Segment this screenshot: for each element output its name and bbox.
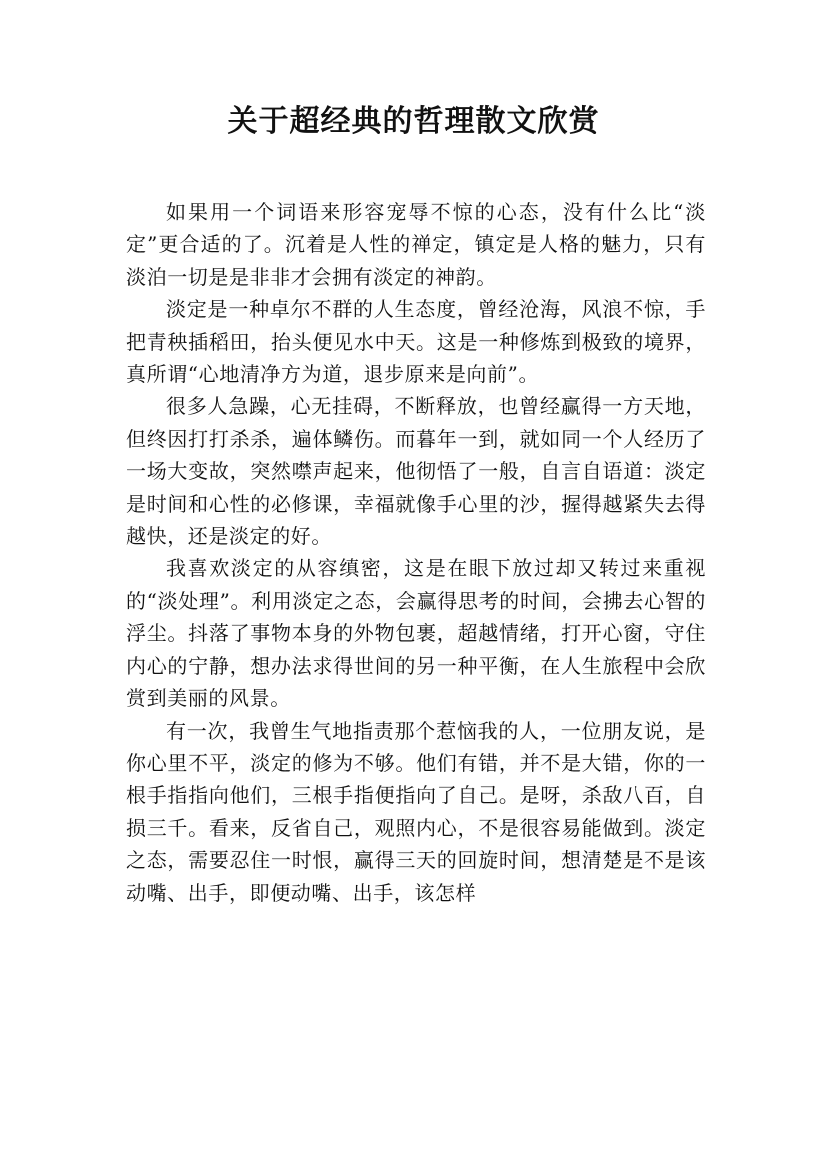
paragraph-3: 很多人急躁，心无挂碍，不断释放，也曾经赢得一方天地，但终因打打杀杀，遍体鳞伤。而暮年一到，就如同一个人经历了一场大变故，突然噤声起来，他彻悟了一般，自言自语道：淡定是时间和心性的必修课，幸福就像手心里的沙，握得越紧失去得越快，还是淡定的好。	[126, 394, 706, 549]
paragraph-4: 我喜欢淡定的从容缜密，这是在眼下放过却又转过来重视的“淡处理”。利用淡定之态，会赢得思考的时间，会拂去心智的浮尘。抖落了事物本身的外物包裹，超越情绪，打开心窗，守住内心的宁静，想办法求得世间的另一种平衡，在人生旅程中会欣赏到美丽的风景。	[126, 556, 706, 711]
paragraph-5: 有一次，我曾生气地指责那个惹恼我的人，一位朋友说，是你心里不平，淡定的修为不够。他们有错，并不是大错，你的一根手指指向他们，三根手指便指向了自己。是呀，杀敌八百，自损三千。看来，反省自己，观照内心，不是很容易能做到。淡定之态，需要忍住一时恨，赢得三天的回旋时间，想清楚是不是该动嘴、出手，即便动嘴、出手，该怎样	[126, 718, 706, 905]
paragraph-2: 淡定是一种卓尔不群的人生态度，曾经沧海，风浪不惊，手把青秧插稻田，抬头便见水中天。这是一种修炼到极致的境界，真所谓“心地清净方为道，退步原来是向前”。	[126, 297, 706, 387]
document-body	[126, 196, 706, 909]
paragraph-1: 如果用一个词语来形容宠辱不惊的心态，没有什么比“淡定”更合适的了。沉着是人性的禅定，镇定是人格的魅力，只有淡泊一切是是非非才会拥有淡定的神韵。	[126, 200, 706, 289]
document-title: 关于超经典的哲理散文欣赏	[227, 104, 600, 139]
